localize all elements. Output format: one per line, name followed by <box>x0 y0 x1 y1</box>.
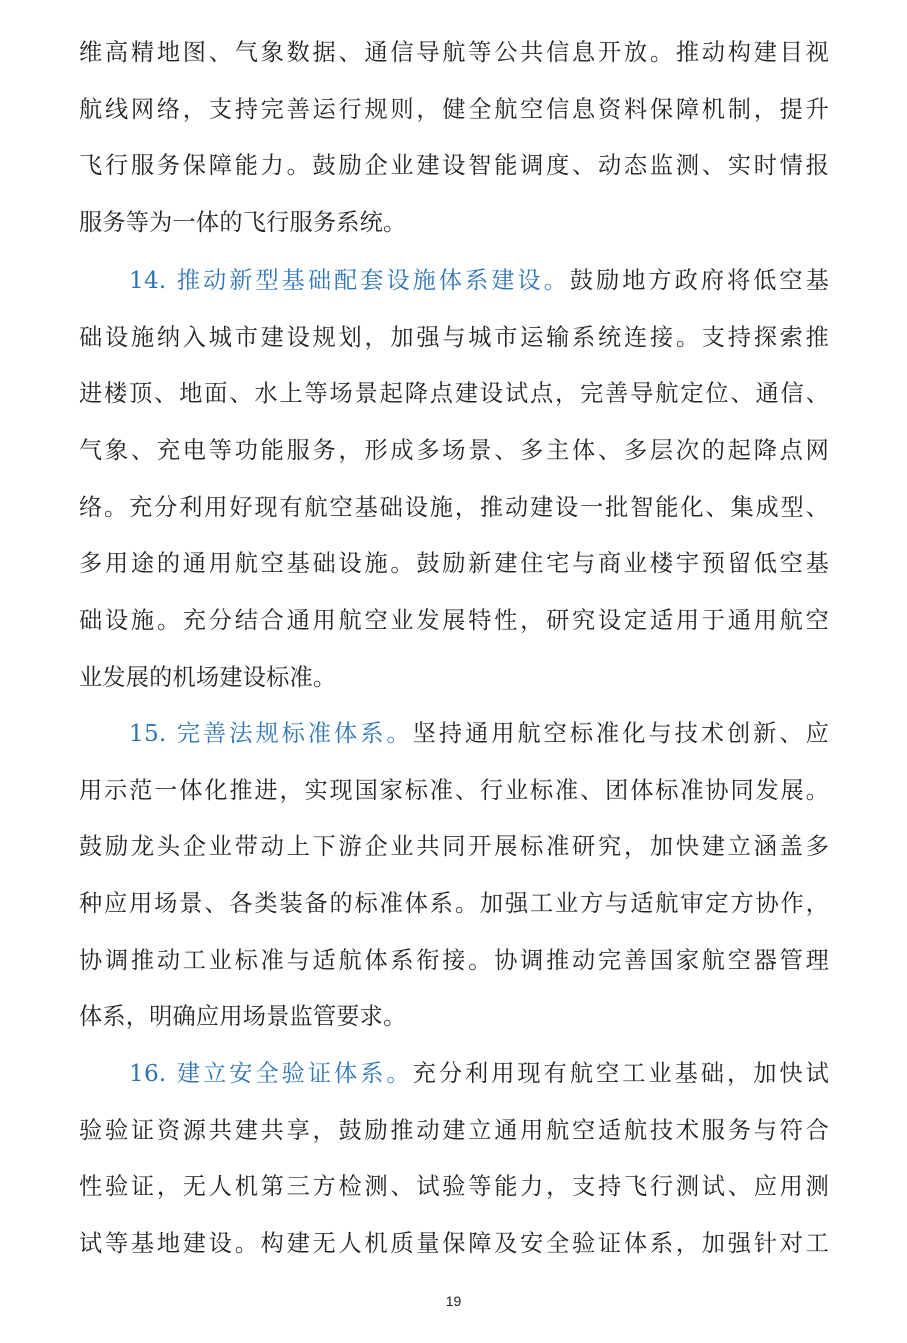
paragraph-14 <box>79 253 829 707</box>
text-line: 业发展的机场建设标准。 <box>79 663 337 691</box>
text-line: 维高精地图、气象数据、通信导航等公共信息开放。推动构建目视 <box>79 39 829 66</box>
paragraph-first-line <box>79 706 829 763</box>
text-line: 多用途的通用航空基础设施。鼓励新建住宅与商业楼宇预留低空基 <box>79 550 829 578</box>
text-line: 络。充分利用好现有航空基础设施，推动建设一批智能化、集成型、 <box>79 493 829 521</box>
text-line: 础设施纳入城市建设规划，加强与城市运输系统连接。支持探索推 <box>79 323 829 351</box>
text-line: 航线网络，支持完善运行规则，健全航空信息资料保障机制，提升 <box>79 95 829 123</box>
text-line: 气象、充电等功能服务，形成多场景、多主体、多层次的起降点网 <box>79 437 829 465</box>
text-run: 充分利用现有航空工业基础，加快试 <box>412 1060 829 1087</box>
text-line: 试等基地建设。构建无人机质量保障及安全验证体系，加强针对工 <box>79 1230 829 1258</box>
text-line: 用示范一体化推进，实现国家标准、行业标准、团体标准协同发展。 <box>79 776 829 804</box>
text-run: 鼓励地方政府将低空基 <box>569 267 829 294</box>
text-line: 鼓励龙头企业带动上下游企业共同开展标准研究，加快建立涵盖多 <box>79 833 829 861</box>
paragraph-15 <box>79 706 829 1046</box>
text-line: 体系，明确应用场景监管要求。 <box>79 1003 407 1031</box>
text-line: 服务等为一体的飞行服务系统。 <box>79 209 407 237</box>
page-number: 19 <box>445 1293 462 1309</box>
paragraph-first-line <box>79 1046 829 1103</box>
text-line: 性验证，无人机第三方检测、试验等能力，支持飞行测试、应用测 <box>79 1173 829 1201</box>
text-line: 飞行服务保障能力。鼓励企业建设智能调度、动态监测、实时情报 <box>79 152 829 180</box>
text-line: 协调推动工业标准与适航体系衔接。协调推动完善国家航空器管理 <box>79 946 829 974</box>
text-run: 坚持通用航空标准化与技术创新、应 <box>412 720 829 747</box>
section-heading-15: 15. 完善法规标准体系。 <box>129 720 413 747</box>
paragraph-16 <box>79 1046 829 1273</box>
text-line: 进楼顶、地面、水上等场景起降点建设试点，完善导航定位、通信、 <box>79 380 829 408</box>
text-line: 础设施。充分结合通用航空业发展特性，研究设定适用于通用航空 <box>79 607 829 635</box>
section-heading-16: 16. 建立安全验证体系。 <box>129 1060 413 1087</box>
paragraph-first-line <box>79 253 829 310</box>
section-heading-14: 14. 推动新型基础配套设施体系建设。 <box>129 267 570 294</box>
text-line: 种应用场景、各类装备的标准体系。加强工业方与适航审定方协作， <box>79 890 829 918</box>
paragraph-13-continuation <box>79 25 829 252</box>
text-line: 验验证资源共建共享，鼓励推动建立通用航空适航技术服务与符合 <box>79 1116 829 1144</box>
